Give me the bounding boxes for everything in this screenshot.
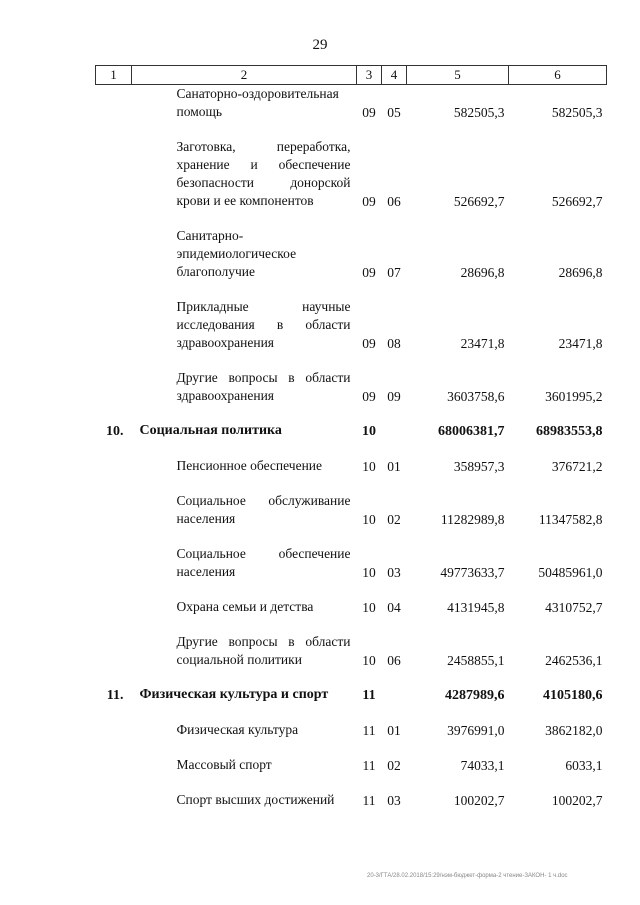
value-year-2: 100202,7 xyxy=(551,793,603,808)
spacer-cell xyxy=(96,774,607,791)
value-year-1: 68006381,7 xyxy=(438,424,505,439)
spacer-cell xyxy=(96,739,607,756)
subsection-code: 02 xyxy=(387,512,401,527)
row-name: Прикладные научные исследования в области здравоохранения xyxy=(176,299,351,350)
row-spacer xyxy=(96,616,607,633)
row-name: Заготовка, переработка, хранение и обеспечение безопасности донорской крови и ее компонентов xyxy=(176,139,351,208)
table-row xyxy=(96,545,607,581)
column-header: 2 xyxy=(132,66,357,85)
value-year-2: 2462536,1 xyxy=(545,653,603,668)
value-year-1: 526692,7 xyxy=(453,194,505,209)
table-row xyxy=(96,598,607,616)
section-row xyxy=(96,686,607,704)
value-year-2: 4105180,6 xyxy=(543,688,603,703)
row-index xyxy=(96,633,132,669)
table-row xyxy=(96,791,607,809)
row-spacer xyxy=(96,352,607,369)
value-year-1: 4131945,8 xyxy=(447,600,505,615)
row-index xyxy=(96,791,132,809)
section-code: 10 xyxy=(362,653,376,668)
section-code: 10 xyxy=(362,459,376,474)
subsection-code: 01 xyxy=(387,459,401,474)
page-number: 29 xyxy=(312,37,328,53)
row-index xyxy=(96,298,132,352)
subsection-code: 03 xyxy=(387,565,401,580)
subsection-code: 03 xyxy=(387,793,401,808)
subsection-code: 07 xyxy=(387,265,401,280)
row-name: Другие вопросы в области социальной политики xyxy=(176,634,351,667)
value-year-2: 28696,8 xyxy=(558,265,603,280)
row-index xyxy=(96,492,132,528)
row-name: Санаторно-оздоровительная помощь xyxy=(176,86,339,119)
table-row xyxy=(96,633,607,669)
subsection-code: 04 xyxy=(387,600,401,615)
file-path-footer: 20-3/ГТА/28.02.2018/15:29/нэм-бюджет-форма-2 чтение-ЗАКОН- 1 ч.doc xyxy=(367,873,568,879)
section-code: 10 xyxy=(362,565,376,580)
subsection-code: 08 xyxy=(387,336,401,351)
section-code: 09 xyxy=(362,265,376,280)
table-row xyxy=(96,721,607,739)
table-row xyxy=(96,227,607,281)
table-row xyxy=(96,756,607,774)
value-year-2: 23471,8 xyxy=(558,336,603,351)
value-year-2: 582505,3 xyxy=(551,105,603,120)
value-year-1: 74033,1 xyxy=(460,758,505,773)
row-name: Охрана семьи и детства xyxy=(176,599,314,614)
row-name: Социальная политика xyxy=(139,423,282,438)
section-code: 10 xyxy=(362,424,376,439)
row-name: Социальное обслуживание населения xyxy=(176,493,351,526)
column-number-row xyxy=(96,66,607,85)
value-year-2: 50485961,0 xyxy=(538,565,603,580)
section-code: 11 xyxy=(362,688,376,703)
subsection-code xyxy=(382,686,407,704)
row-index xyxy=(96,85,132,122)
row-spacer xyxy=(96,121,607,138)
section-code: 09 xyxy=(362,194,376,209)
row-spacer xyxy=(96,528,607,545)
subsection-code: 05 xyxy=(387,105,401,120)
row-spacer xyxy=(96,281,607,298)
table-row xyxy=(96,457,607,475)
value-year-2: 11347582,8 xyxy=(538,512,603,527)
column-header: 1 xyxy=(96,66,132,85)
table-row xyxy=(96,138,607,210)
subsection-code: 06 xyxy=(387,653,401,668)
value-year-2: 4310752,7 xyxy=(545,600,603,615)
spacer-cell xyxy=(96,352,607,369)
section-code: 09 xyxy=(362,336,376,351)
spacer-cell xyxy=(96,210,607,227)
subsection-code: 06 xyxy=(387,194,401,209)
section-code: 09 xyxy=(362,105,376,120)
value-year-1: 582505,3 xyxy=(453,105,505,120)
row-index xyxy=(96,457,132,475)
row-name: Другие вопросы в области здравоохранения xyxy=(176,370,351,403)
value-year-1: 3976991,0 xyxy=(447,723,505,738)
value-year-2: 6033,1 xyxy=(565,758,603,773)
value-year-2: 376721,2 xyxy=(551,459,603,474)
value-year-1: 4287989,6 xyxy=(445,688,505,703)
section-code: 11 xyxy=(362,723,376,738)
table-row xyxy=(96,298,607,352)
row-spacer xyxy=(96,440,607,457)
spacer-cell xyxy=(96,669,607,686)
row-index xyxy=(96,369,132,405)
column-header: 6 xyxy=(509,66,607,85)
section-row xyxy=(96,422,607,440)
row-index xyxy=(96,227,132,281)
section-code: 10 xyxy=(362,600,376,615)
row-spacer xyxy=(96,704,607,721)
row-spacer xyxy=(96,669,607,686)
spacer-cell xyxy=(96,121,607,138)
row-name: Пенсионное обеспечение xyxy=(176,458,323,473)
row-name: Санитарно-эпидемиологическое благополучие xyxy=(176,228,297,279)
row-index xyxy=(96,545,132,581)
value-year-2: 526692,7 xyxy=(551,194,603,209)
spacer-cell xyxy=(96,616,607,633)
row-index xyxy=(96,721,132,739)
row-index xyxy=(96,756,132,774)
spacer-cell xyxy=(96,440,607,457)
subsection-code: 02 xyxy=(387,758,401,773)
budget-table xyxy=(95,65,607,809)
row-name: Физическая культура и спорт xyxy=(139,687,329,702)
value-year-1: 49773633,7 xyxy=(440,565,505,580)
column-header: 5 xyxy=(407,66,509,85)
value-year-2: 3601995,2 xyxy=(545,389,603,404)
row-index xyxy=(96,138,132,210)
row-spacer xyxy=(96,581,607,598)
section-code: 10 xyxy=(362,512,376,527)
table-row xyxy=(96,492,607,528)
row-name: Спорт высших достижений xyxy=(176,792,335,807)
row-index: 11. xyxy=(106,688,124,703)
value-year-1: 100202,7 xyxy=(453,793,505,808)
row-index: 10. xyxy=(106,424,124,439)
value-year-2: 68983553,8 xyxy=(536,424,603,439)
section-code: 09 xyxy=(362,389,376,404)
row-name: Социальное обеспечение населения xyxy=(176,546,351,579)
row-spacer xyxy=(96,774,607,791)
row-spacer xyxy=(96,475,607,492)
value-year-2: 3862182,0 xyxy=(545,723,603,738)
spacer-cell xyxy=(96,475,607,492)
value-year-1: 3603758,6 xyxy=(447,389,505,404)
subsection-code: 01 xyxy=(387,723,401,738)
row-spacer xyxy=(96,405,607,422)
column-header: 4 xyxy=(382,66,407,85)
spacer-cell xyxy=(96,281,607,298)
spacer-cell xyxy=(96,528,607,545)
spacer-cell xyxy=(96,704,607,721)
row-name: Массовый спорт xyxy=(176,757,272,772)
value-year-1: 2458855,1 xyxy=(447,653,505,668)
spacer-cell xyxy=(96,581,607,598)
row-spacer xyxy=(96,210,607,227)
value-year-1: 358957,3 xyxy=(453,459,505,474)
subsection-code: 09 xyxy=(387,389,401,404)
spacer-cell xyxy=(96,405,607,422)
value-year-1: 28696,8 xyxy=(460,265,505,280)
value-year-1: 23471,8 xyxy=(460,336,505,351)
row-spacer xyxy=(96,739,607,756)
subsection-code xyxy=(382,422,407,440)
value-year-1: 11282989,8 xyxy=(440,512,505,527)
section-code: 11 xyxy=(362,793,376,808)
row-name: Физическая культура xyxy=(176,722,299,737)
column-header: 3 xyxy=(357,66,382,85)
row-index xyxy=(96,598,132,616)
section-code: 11 xyxy=(362,758,376,773)
table-row xyxy=(96,85,607,122)
table-row xyxy=(96,369,607,405)
